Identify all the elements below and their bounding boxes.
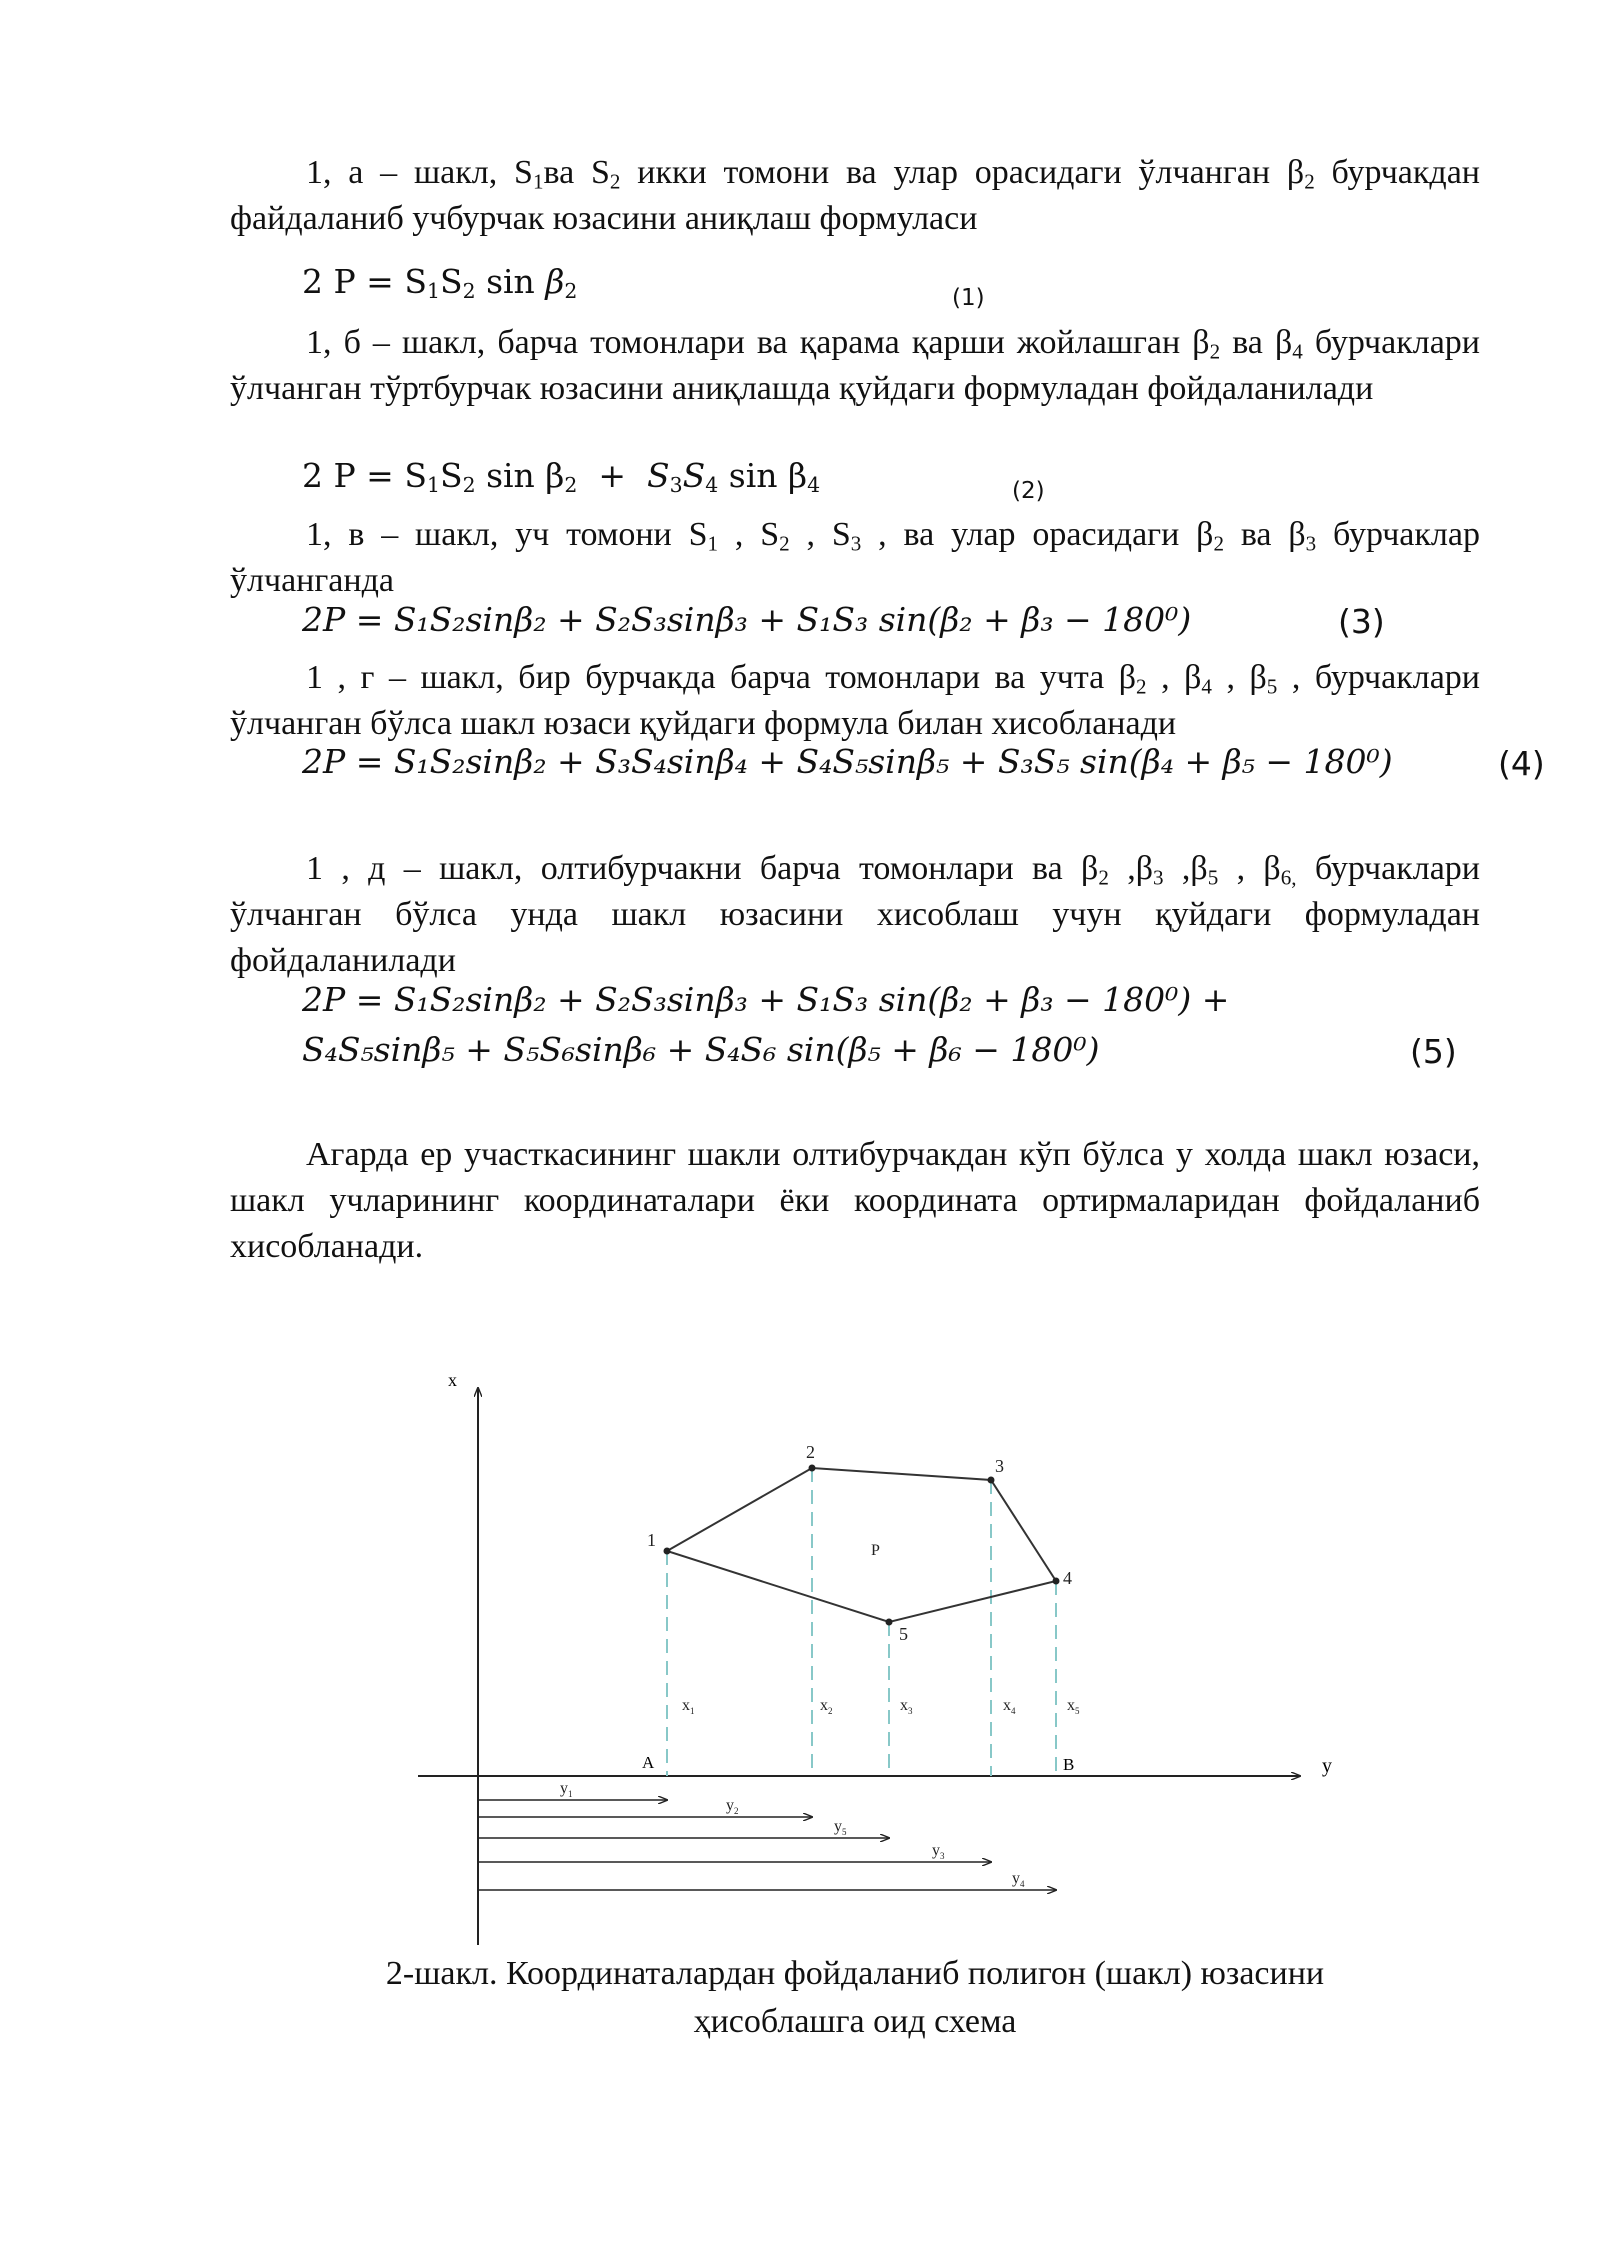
- formula-3-number: (3): [1338, 602, 1385, 641]
- subscript: 2: [564, 473, 578, 498]
- y2-label: $y_2$: [726, 1797, 739, 1816]
- text: 2 P = S: [302, 262, 427, 301]
- x1-label: $x_1$: [682, 1697, 695, 1716]
- vertex-3: [988, 1477, 995, 1484]
- text: ,β: [1108, 850, 1154, 887]
- x3-label: $x_3$: [900, 1697, 913, 1716]
- vertex-label-5: 5: [899, 1624, 908, 1644]
- text: , бурчаклари ўлчанган бўлса шакл юзаси қуйдаги формула билан хисобланади: [230, 659, 1480, 742]
- text: бурчакдан файдаланиб учбурчак юзасини аниқлаш формуласи: [230, 154, 1480, 237]
- subscript: 3: [1305, 531, 1317, 556]
- text: икки томони ва улар орасидаги ўлчанган β: [620, 154, 1305, 191]
- vertex-5: [886, 1619, 893, 1626]
- text: , ва улар орасидаги β: [861, 516, 1214, 553]
- point-b-label: B: [1063, 1755, 1075, 1774]
- formula-1-number: (1): [952, 285, 985, 311]
- formula-3: 2P = S₁S₂sinβ₂ + S₂S₃sinβ₃ + S₁S₃ sin(β₂ + β₃ − 180⁰): [302, 600, 1192, 639]
- y-axis-label: y: [1322, 1755, 1332, 1777]
- paragraph-6: Агарда ер участкасининг шакли олтибурчакдан кўп бўлса у холда шакл юзаси, шакл учларининг координаталари ёки координата ортирмаларидан фойдаланиб хисобланади.: [230, 1136, 1480, 1265]
- text: , β: [1211, 659, 1267, 696]
- text: S: [647, 456, 670, 495]
- text: S: [439, 456, 463, 495]
- text: бурчаклар ўлчанганда: [230, 516, 1480, 599]
- subscript: 2: [564, 279, 578, 304]
- subscript: 5: [1266, 674, 1278, 699]
- land-polygon: [667, 1468, 1056, 1622]
- subscript: 1: [426, 473, 440, 498]
- text: sin β: [718, 456, 808, 495]
- text: sin: [475, 262, 546, 301]
- formula-5-line-1: 2P = S₁S₂sinβ₂ + S₂S₃sinβ₃ + S₁S₃ sin(β₂ + β₃ − 180⁰) +: [302, 980, 1230, 1019]
- subscript: 2: [779, 531, 790, 556]
- figure-caption-line-1: 2-шакл. Координаталардан фойдаланиб полигон (шакл) юзасини: [385, 1955, 1325, 1992]
- subscript: 2: [1213, 531, 1224, 556]
- vertex-label-2: 2: [806, 1442, 815, 1462]
- subscript: 2: [1098, 865, 1109, 890]
- subscript: 4: [1201, 674, 1212, 699]
- subscript: 1: [707, 531, 719, 556]
- text: 1 , г – шакл, бир бурчакда барча томонлари ва учта β: [306, 659, 1137, 696]
- subscript: 2: [1304, 169, 1315, 194]
- y5-label: $y_5$: [834, 1818, 847, 1837]
- y3-label: $y_3$: [932, 1842, 945, 1861]
- y-distance-arrows: [478, 1800, 1056, 1890]
- formula-2-number: (2): [1012, 478, 1045, 504]
- vertex-label-3: 3: [995, 1456, 1004, 1476]
- subscript: 2: [609, 169, 621, 194]
- point-a-label: A: [642, 1753, 655, 1772]
- subscript: 2: [462, 279, 476, 304]
- subscript: 4: [705, 473, 719, 498]
- subscript: 1: [532, 169, 544, 194]
- text: ва β: [1223, 516, 1306, 553]
- x2-label: $x_2$: [820, 1697, 833, 1716]
- projection-lines: [667, 1468, 1056, 1776]
- formula-4-number: (4): [1498, 744, 1545, 783]
- x-axis-label: x: [448, 1370, 457, 1390]
- text: , β: [1218, 850, 1281, 887]
- text: , S: [789, 516, 851, 553]
- formula-5-number: (5): [1410, 1032, 1457, 1071]
- y4-label: $y_4$: [1012, 1870, 1025, 1889]
- subscript: 3: [1153, 865, 1164, 890]
- text: sin β: [475, 456, 565, 495]
- subscript: 3: [669, 473, 683, 498]
- text: , β: [1146, 659, 1202, 696]
- subscript: 4: [807, 473, 821, 498]
- text: , S: [718, 516, 780, 553]
- subscript: 4: [1292, 339, 1303, 364]
- polygon-vertices: [664, 1465, 1060, 1626]
- text: 1, в – шакл, уч томони S: [306, 516, 708, 553]
- y1-label: $y_1$: [560, 1780, 573, 1799]
- text: S: [682, 456, 706, 495]
- subscript: 2: [462, 473, 476, 498]
- text: ва β: [1220, 324, 1293, 361]
- subscript: 2: [1209, 339, 1221, 364]
- formula-5-line-2: S₄S₅sinβ₅ + S₅S₆sinβ₆ + S₄S₆ sin(β₅ + β₆ − 180⁰): [302, 1030, 1100, 1069]
- area-label-p: P: [871, 1542, 880, 1559]
- x5-label: $x_5$: [1067, 1697, 1080, 1716]
- formula-4: 2P = S₁S₂sinβ₂ + S₃S₄sinβ₄ + S₄S₅sinβ₅ + S₃S₅ sin(β₄ + β₅ − 180⁰): [302, 742, 1393, 781]
- vertex-1: [664, 1548, 671, 1555]
- subscript: 5: [1207, 865, 1219, 890]
- text: 1, а – шакл, S: [306, 154, 533, 191]
- text: 1, б – шакл, барча томонлари ва қарама қарши жойлашган β: [306, 324, 1210, 361]
- text: ва S: [543, 154, 610, 191]
- vertex-2: [809, 1465, 816, 1472]
- text: 2 P = S: [302, 456, 427, 495]
- text: ,β: [1163, 850, 1208, 887]
- subscript: 1: [426, 279, 440, 304]
- subscript: 6,: [1280, 865, 1297, 890]
- vertex-label-1: 1: [647, 1530, 656, 1550]
- text: 1 , д – шакл, олтибурчакни барча томонлари ва β: [306, 850, 1099, 887]
- x4-label: $x_4$: [1003, 1697, 1016, 1716]
- subscript: 3: [850, 531, 862, 556]
- figure-caption: [230, 1950, 1480, 2046]
- vertex-4: [1053, 1578, 1060, 1585]
- text: +: [577, 456, 648, 495]
- text: бурчаклари ўлчанган тўртбурчак юзасини аниқлашда қуйдаги формуладан фойдаланилади: [230, 324, 1481, 407]
- subscript: 2: [1136, 674, 1147, 699]
- text: β: [545, 262, 565, 301]
- text: S: [439, 262, 463, 301]
- figure-caption-line-2: ҳисоблашга оид схема: [693, 2003, 1017, 2040]
- vertex-label-4: 4: [1063, 1568, 1072, 1588]
- text: бурчаклари ўлчанган бўлса унда шакл юзасини хисоблаш учун қуйдаги формуладан фойдаланилади: [230, 850, 1480, 979]
